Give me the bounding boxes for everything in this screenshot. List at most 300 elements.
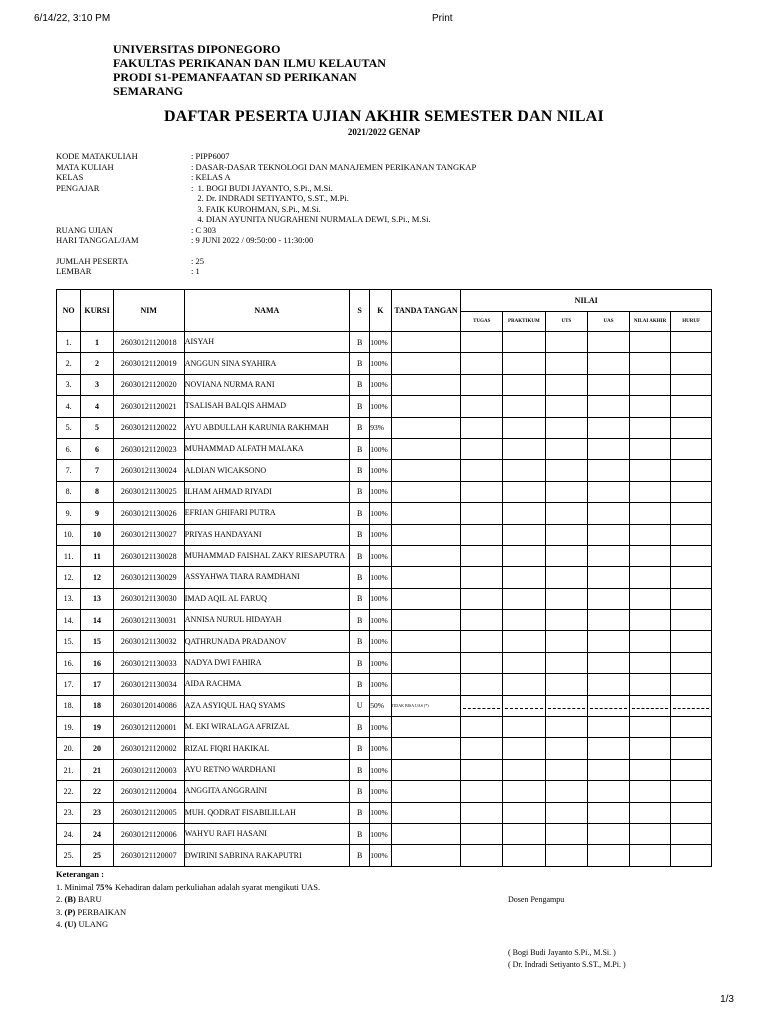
cell-status: B xyxy=(349,674,369,695)
cell-no: 6. xyxy=(57,438,81,459)
browser-print-header xyxy=(0,13,768,27)
sheet-number: : 1 xyxy=(191,266,200,276)
info-label: HARI TANGGAL/JAM xyxy=(56,235,139,245)
cell-no: 3. xyxy=(57,374,81,395)
cell-tanda-tangan xyxy=(391,674,461,695)
cell-huruf xyxy=(671,460,712,481)
cell-praktikum xyxy=(503,545,546,566)
cell-uas xyxy=(588,524,630,545)
cell-praktikum xyxy=(503,417,546,438)
table-row xyxy=(57,396,712,417)
lecturer-2: 2. Dr. INDRADI SETIYANTO, S.ST., M.Pi. xyxy=(191,193,349,203)
cell-status: B xyxy=(349,353,369,374)
header-no: NO xyxy=(57,290,81,332)
cell-status: B xyxy=(349,781,369,802)
cell-uts xyxy=(545,545,588,566)
cell-kehadiran: 93% xyxy=(370,417,391,438)
cell-uts xyxy=(545,823,588,844)
cell-nilai-akhir xyxy=(629,332,671,353)
cell-no: 4. xyxy=(57,396,81,417)
cell-tanda-tangan xyxy=(391,353,461,374)
cell-kursi: 16 xyxy=(81,652,113,673)
cell-nama: QATHRUNADA PRADANOV xyxy=(184,631,349,652)
cell-praktikum xyxy=(503,524,546,545)
cell-status: B xyxy=(349,332,369,353)
cell-no: 21. xyxy=(57,759,81,780)
cell-nim: 26030121120023 xyxy=(113,438,184,459)
cell-kursi: 4 xyxy=(81,396,113,417)
cell-uts xyxy=(545,802,588,823)
cell-kursi: 22 xyxy=(81,781,113,802)
cell-nilai-akhir xyxy=(629,781,671,802)
cell-nama: MUH. QODRAT FISABILILLAH xyxy=(184,802,349,823)
cell-praktikum xyxy=(503,460,546,481)
cell-tugas xyxy=(461,717,503,738)
cell-uts xyxy=(545,438,588,459)
cell-tugas xyxy=(461,353,503,374)
cell-no: 2. xyxy=(57,353,81,374)
info-label: JUMLAH PESERTA xyxy=(56,255,129,266)
participant-count: : 25 xyxy=(191,255,204,266)
cell-status: B xyxy=(349,481,369,502)
cell-uas xyxy=(588,717,630,738)
cell-kursi: 7 xyxy=(81,460,113,481)
cell-nilai-akhir xyxy=(629,545,671,566)
table-row xyxy=(57,652,712,673)
cell-uas xyxy=(588,374,630,395)
cell-uas xyxy=(588,332,630,353)
cell-kursi: 1 xyxy=(81,332,113,353)
cell-kehadiran: 100% xyxy=(370,524,391,545)
cell-nama: AIDA RACHMA xyxy=(184,674,349,695)
header-tugas: TUGAS xyxy=(461,312,503,332)
table-row xyxy=(57,781,712,802)
header-status: S xyxy=(349,290,369,332)
cell-nim: 26030121120002 xyxy=(113,738,184,759)
cell-nama: WAHYU RAFI HASANI xyxy=(184,823,349,844)
cell-no: 24. xyxy=(57,823,81,844)
cell-nim: 26030121130029 xyxy=(113,567,184,588)
cell-tugas xyxy=(461,417,503,438)
cell-uas xyxy=(588,823,630,844)
cell-kehadiran: 100% xyxy=(370,717,391,738)
cell-huruf xyxy=(671,823,712,844)
cell-uas xyxy=(588,674,630,695)
cell-no: 1. xyxy=(57,332,81,353)
cell-nim: 26030121130033 xyxy=(113,652,184,673)
cell-uas xyxy=(588,802,630,823)
cell-nama: AYU RETNO WARDHANI xyxy=(184,759,349,780)
cell-kursi: 13 xyxy=(81,588,113,609)
cell-no: 7. xyxy=(57,460,81,481)
cell-nim: 26030121120001 xyxy=(113,717,184,738)
cell-huruf xyxy=(671,567,712,588)
cell-kursi: 9 xyxy=(81,503,113,524)
cell-nama: ANGGITA ANGGRAINI xyxy=(184,781,349,802)
header-praktikum: PRAKTIKUM xyxy=(503,312,546,332)
cell-tanda-tangan xyxy=(391,545,461,566)
cell-kehadiran: 100% xyxy=(370,823,391,844)
cell-nilai-akhir xyxy=(629,610,671,631)
cell-no: 19. xyxy=(57,717,81,738)
cell-praktikum xyxy=(503,567,546,588)
cell-nilai-akhir xyxy=(629,567,671,588)
cell-status: B xyxy=(349,717,369,738)
cell-uas xyxy=(588,588,630,609)
cell-nama: MUHAMMAD FAISHAL ZAKY RIESAPUTRA xyxy=(184,545,349,566)
cell-nilai-akhir xyxy=(629,396,671,417)
cell-tugas xyxy=(461,759,503,780)
cell-nilai-akhir xyxy=(629,652,671,673)
cell-kursi: 23 xyxy=(81,802,113,823)
grade-dash-cell xyxy=(671,695,712,716)
cell-status: B xyxy=(349,802,369,823)
cell-praktikum xyxy=(503,845,546,866)
cell-kursi: 3 xyxy=(81,374,113,395)
table-row xyxy=(57,610,712,631)
header-nama: NAMA xyxy=(184,290,349,332)
cell-nilai-akhir xyxy=(629,738,671,759)
cell-uts xyxy=(545,631,588,652)
cell-nim: 26030121130031 xyxy=(113,610,184,631)
table-row xyxy=(57,588,712,609)
participant-table xyxy=(56,289,712,867)
cell-uas xyxy=(588,759,630,780)
cell-kehadiran: 100% xyxy=(370,781,391,802)
cell-nim: 26030121120020 xyxy=(113,374,184,395)
info-label: RUANG UJIAN xyxy=(56,224,113,235)
cell-tugas xyxy=(461,674,503,695)
note-item: 3. (P) PERBAIKAN xyxy=(56,906,127,917)
cell-no: 22. xyxy=(57,781,81,802)
table-row xyxy=(57,460,712,481)
cell-kehadiran: 100% xyxy=(370,738,391,759)
cell-kursi: 20 xyxy=(81,738,113,759)
cell-kursi: 25 xyxy=(81,845,113,866)
cell-kursi: 6 xyxy=(81,438,113,459)
cell-tugas xyxy=(461,524,503,545)
cell-kehadiran: 100% xyxy=(370,652,391,673)
header-tanda-tangan: TANDA TANGAN xyxy=(391,290,461,332)
cell-nilai-akhir xyxy=(629,353,671,374)
cell-nama: EFRIAN GHIFARI PUTRA xyxy=(184,503,349,524)
cell-tugas xyxy=(461,738,503,759)
cell-uas xyxy=(588,845,630,866)
cell-nim: 26030121120022 xyxy=(113,417,184,438)
cell-huruf xyxy=(671,610,712,631)
cell-praktikum xyxy=(503,396,546,417)
cell-kehadiran: 100% xyxy=(370,567,391,588)
cell-uts xyxy=(545,759,588,780)
course-name: : DASAR-DASAR TEKNOLOGI DAN MANAJEMEN PERIKANAN TANGKAP xyxy=(191,161,477,172)
cell-no: 14. xyxy=(57,610,81,631)
cell-kursi: 12 xyxy=(81,567,113,588)
table-row xyxy=(57,374,712,395)
table-row xyxy=(57,802,712,823)
exam-datetime: : 9 JUNI 2022 / 09:50:00 - 11:30:00 xyxy=(191,235,314,245)
cell-praktikum xyxy=(503,588,546,609)
lecturer-4: 4. DIAN AYUNITA NUGRAHENI NURMALA DEWI, S.Pi., M.Si. xyxy=(191,214,431,224)
cell-huruf xyxy=(671,417,712,438)
cell-uas xyxy=(588,567,630,588)
cell-kehadiran: 100% xyxy=(370,481,391,502)
cell-nim: 26030121130027 xyxy=(113,524,184,545)
cell-status: B xyxy=(349,545,369,566)
cell-tanda-tangan xyxy=(391,631,461,652)
table-row xyxy=(57,353,712,374)
cell-nama: ANNISA NURUL HIDAYAH xyxy=(184,610,349,631)
cell-no: 9. xyxy=(57,503,81,524)
participant-rows xyxy=(57,332,712,867)
cell-uts xyxy=(545,588,588,609)
course-info xyxy=(56,151,476,277)
cell-praktikum xyxy=(503,481,546,502)
cell-uts xyxy=(545,417,588,438)
cell-tanda-tangan xyxy=(391,438,461,459)
cell-tanda-tangan xyxy=(391,823,461,844)
cell-nim: 26030121130032 xyxy=(113,631,184,652)
cell-uts xyxy=(545,353,588,374)
cell-huruf xyxy=(671,845,712,866)
cell-kursi: 10 xyxy=(81,524,113,545)
exam-room: : C 303 xyxy=(191,224,217,235)
cell-nim: 26030121120003 xyxy=(113,759,184,780)
cell-no: 8. xyxy=(57,481,81,502)
cell-kehadiran: 100% xyxy=(370,353,391,374)
cell-nama: ALDIAN WICAKSONO xyxy=(184,460,349,481)
institution-program: PRODI S1-PEMANFAATAN SD PERIKANAN xyxy=(113,70,357,84)
cell-tanda-tangan xyxy=(391,845,461,866)
cell-uas xyxy=(588,610,630,631)
cell-nim: 26030121130024 xyxy=(113,460,184,481)
cell-tanda-tangan xyxy=(391,759,461,780)
info-label: PENGAJAR xyxy=(56,182,100,193)
cell-nilai-akhir xyxy=(629,823,671,844)
grade-dash-cell xyxy=(545,695,588,716)
table-row xyxy=(57,545,712,566)
table-row xyxy=(57,845,712,866)
grade-dash-cell xyxy=(629,695,671,716)
cell-kehadiran: 100% xyxy=(370,503,391,524)
cell-tugas xyxy=(461,631,503,652)
cell-uts xyxy=(545,503,588,524)
table-row xyxy=(57,332,712,353)
document-subtitle: 2021/2022 GENAP xyxy=(347,127,421,137)
cell-kehadiran: 100% xyxy=(370,332,391,353)
cell-tugas xyxy=(461,610,503,631)
header-uas: UAS xyxy=(588,312,630,332)
cell-nama: ILHAM AHMAD RIYADI xyxy=(184,481,349,502)
cell-status: B xyxy=(349,567,369,588)
cell-uas xyxy=(588,417,630,438)
table-row xyxy=(57,738,712,759)
cell-uts xyxy=(545,332,588,353)
cell-tanda-tangan xyxy=(391,738,461,759)
cell-status: B xyxy=(349,652,369,673)
cell-praktikum xyxy=(503,631,546,652)
cell-nama: M. EKI WIRALAGA AFRIZAL xyxy=(184,717,349,738)
cell-kehadiran: 100% xyxy=(370,610,391,631)
info-label: MATA KULIAH xyxy=(56,161,114,172)
cell-nim: 26030121130030 xyxy=(113,588,184,609)
cell-tugas xyxy=(461,652,503,673)
cell-uts xyxy=(545,610,588,631)
cell-nama: IMAD AQIL AL FARUQ xyxy=(184,588,349,609)
cell-kursi: 14 xyxy=(81,610,113,631)
cell-no: 25. xyxy=(57,845,81,866)
cell-huruf xyxy=(671,374,712,395)
cell-nama: AISYAH xyxy=(184,332,349,353)
cell-status: U xyxy=(349,695,369,716)
cell-status: B xyxy=(349,460,369,481)
cell-status: B xyxy=(349,374,369,395)
lecturer-3: 3. FAIK KUROHMAN, S.Pi., M.Si. xyxy=(191,203,321,214)
document-title: DAFTAR PESERTA UJIAN AKHIR SEMESTER DAN NILAI xyxy=(164,108,604,125)
cell-status: B xyxy=(349,759,369,780)
cell-tugas xyxy=(461,802,503,823)
cell-praktikum xyxy=(503,717,546,738)
cell-nim: 26030121130028 xyxy=(113,545,184,566)
cell-status: B xyxy=(349,823,369,844)
cell-huruf xyxy=(671,631,712,652)
cell-uts xyxy=(545,374,588,395)
cell-kehadiran: 100% xyxy=(370,374,391,395)
institution-faculty: FAKULTAS PERIKANAN DAN ILMU KELAUTAN xyxy=(113,56,386,70)
cell-tugas xyxy=(461,845,503,866)
table-row xyxy=(57,524,712,545)
cell-nim: 26030121120018 xyxy=(113,332,184,353)
cell-no: 23. xyxy=(57,802,81,823)
note-item: 2. (B) BARU xyxy=(56,894,102,905)
cell-nilai-akhir xyxy=(629,503,671,524)
cell-praktikum xyxy=(503,610,546,631)
cell-tanda-tangan xyxy=(391,610,461,631)
header-kehadiran: K xyxy=(370,290,391,332)
cell-huruf xyxy=(671,652,712,673)
cell-kursi: 11 xyxy=(81,545,113,566)
institution-block xyxy=(113,42,386,98)
cell-huruf xyxy=(671,738,712,759)
cell-uts xyxy=(545,781,588,802)
cell-nilai-akhir xyxy=(629,374,671,395)
cell-uas xyxy=(588,460,630,481)
cell-nama: AYU ABDULLAH KARUNIA RAKHMAH xyxy=(184,417,349,438)
cell-uas xyxy=(588,438,630,459)
cell-tugas xyxy=(461,460,503,481)
cell-uas xyxy=(588,545,630,566)
cell-uas xyxy=(588,396,630,417)
cell-no: 11. xyxy=(57,545,81,566)
header-nilai: NILAI xyxy=(461,290,712,312)
cell-status: B xyxy=(349,845,369,866)
notes-block xyxy=(56,868,320,931)
cell-no: 16. xyxy=(57,652,81,673)
cell-uts xyxy=(545,717,588,738)
cell-nama: TSALISAH BALQIS AHMAD xyxy=(184,396,349,417)
cell-no: 5. xyxy=(57,417,81,438)
cell-kehadiran: 100% xyxy=(370,759,391,780)
dosen-pengampu-label: Dosen Pengampu xyxy=(508,895,565,904)
cell-tanda-tangan xyxy=(391,567,461,588)
cell-tanda-tangan xyxy=(391,460,461,481)
cell-tanda-tangan xyxy=(391,588,461,609)
cell-status: B xyxy=(349,503,369,524)
cell-kursi: 17 xyxy=(81,674,113,695)
cell-huruf xyxy=(671,545,712,566)
cell-nim: 26030121120021 xyxy=(113,396,184,417)
info-label: LEMBAR xyxy=(56,266,92,276)
cell-uas xyxy=(588,738,630,759)
cell-tugas xyxy=(461,332,503,353)
cell-note: TIDAK BISA UAS (*) xyxy=(391,695,461,716)
cell-tanda-tangan xyxy=(391,481,461,502)
cell-kehadiran: 100% xyxy=(370,396,391,417)
grade-dash-cell xyxy=(503,695,546,716)
header-nim: NIM xyxy=(113,290,184,332)
signature-name-2: ( Dr. Indradi Setiyanto S.ST., M.Pi. ) xyxy=(508,960,626,969)
cell-nim: 26030121120004 xyxy=(113,781,184,802)
table-row xyxy=(57,567,712,588)
cell-uts xyxy=(545,524,588,545)
header-huruf: HURUF xyxy=(671,312,712,332)
cell-nim: 26030121130034 xyxy=(113,674,184,695)
cell-nim: 26030121130025 xyxy=(113,481,184,502)
cell-status: B xyxy=(349,588,369,609)
cell-tanda-tangan xyxy=(391,503,461,524)
cell-nilai-akhir xyxy=(629,674,671,695)
cell-huruf xyxy=(671,332,712,353)
cell-huruf xyxy=(671,802,712,823)
cell-uas xyxy=(588,353,630,374)
cell-tugas xyxy=(461,481,503,502)
header-kursi: KURSI xyxy=(81,290,113,332)
page-number: 1/3 xyxy=(720,994,734,1005)
cell-praktikum xyxy=(503,353,546,374)
cell-no: 20. xyxy=(57,738,81,759)
cell-tanda-tangan xyxy=(391,417,461,438)
cell-no: 10. xyxy=(57,524,81,545)
cell-praktikum xyxy=(503,823,546,844)
cell-status: B xyxy=(349,417,369,438)
cell-kursi: 24 xyxy=(81,823,113,844)
cell-uts xyxy=(545,738,588,759)
cell-status: B xyxy=(349,631,369,652)
cell-kursi: 5 xyxy=(81,417,113,438)
cell-nama: NADYA DWI FAHIRA xyxy=(184,652,349,673)
cell-praktikum xyxy=(503,332,546,353)
cell-kehadiran: 100% xyxy=(370,438,391,459)
cell-nama: ASSYAHWA TIARA RAMDHANI xyxy=(184,567,349,588)
cell-nama: NOVIANA NURMA RANI xyxy=(184,374,349,395)
cell-status: B xyxy=(349,524,369,545)
cell-status: B xyxy=(349,438,369,459)
cell-tanda-tangan xyxy=(391,396,461,417)
grade-dash-cell xyxy=(461,695,503,716)
cell-huruf xyxy=(671,481,712,502)
info-label: KODE MATAKULIAH xyxy=(56,151,138,161)
table-row xyxy=(57,695,712,716)
cell-nilai-akhir xyxy=(629,460,671,481)
cell-nim: 26030121130026 xyxy=(113,503,184,524)
cell-kehadiran: 100% xyxy=(370,631,391,652)
signature-name-1: ( Bogi Budi Jayanto S.Pi., M.Si. ) xyxy=(508,948,616,957)
table-row xyxy=(57,417,712,438)
cell-kehadiran: 100% xyxy=(370,460,391,481)
cell-tugas xyxy=(461,374,503,395)
lecturer-1: : 1. BOGI BUDI JAYANTO, S.Pi., M.Si. xyxy=(191,182,333,193)
cell-tanda-tangan xyxy=(391,332,461,353)
table-row xyxy=(57,759,712,780)
